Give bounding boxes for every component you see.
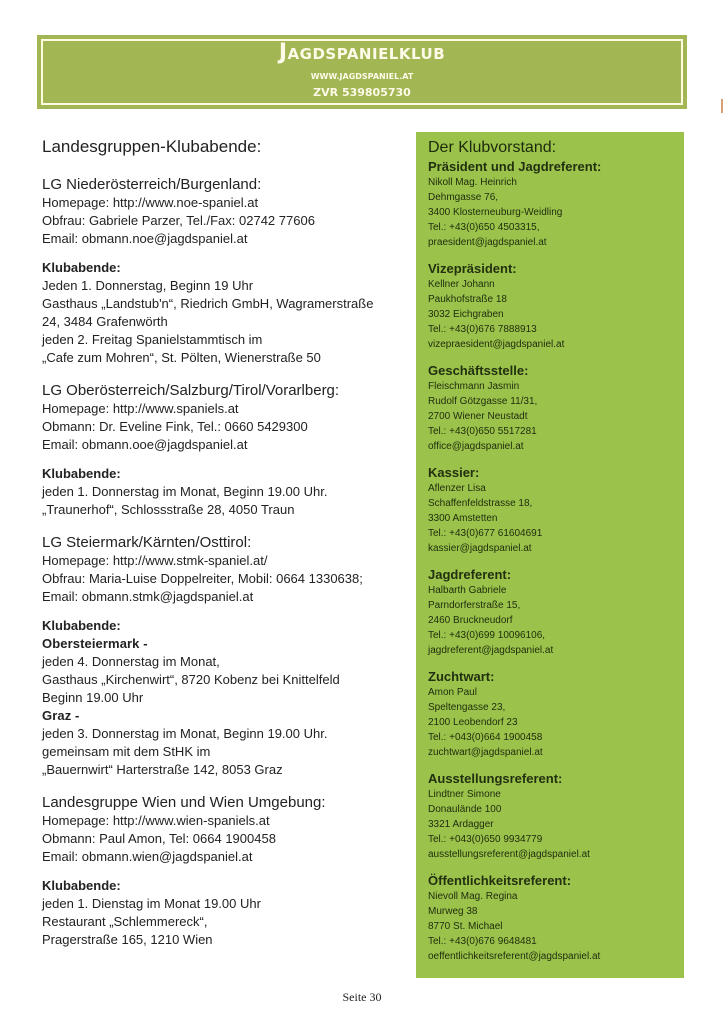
role-title: Präsident und Jagdreferent:	[428, 159, 602, 174]
klubabende-line: Beginn 19.00 Uhr	[42, 690, 144, 705]
klubabende-block	[42, 617, 392, 779]
role-name: Aflenzer Lisa	[428, 483, 486, 494]
group-contact: Obmann: Paul Amon, Tel: 0664 1900458	[42, 831, 276, 846]
klubabende-line: Restaurant „Schlemmereck“,	[42, 914, 208, 929]
role-phone: Tel.: +043(0)664 1900458	[428, 732, 543, 743]
klubabende-line: Gasthaus „Landstub'n“, Riedrich GmbH, Wagramerstraße	[42, 296, 374, 311]
role-phone: Tel.: +043(0)650 9934779	[428, 834, 543, 845]
role-street: Speltengasse 23,	[428, 702, 506, 713]
group-stmk	[42, 533, 392, 779]
role-title: Ausstellungsreferent:	[428, 771, 563, 786]
role-name: Nievoll Mag. Regina	[428, 891, 518, 902]
role-name: Kellner Johann	[428, 279, 495, 290]
role-city: 3321 Ardagger	[428, 819, 494, 830]
role-street: Paukhofstraße 18	[428, 294, 507, 305]
role-email[interactable]: zuchtwart@jagdspaniel.at	[428, 747, 543, 758]
klubabende-block	[42, 465, 392, 519]
role-name: Halbarth Gabriele	[428, 585, 507, 596]
klubvorstand-box	[416, 132, 684, 978]
role-phone: Tel.: +43(0)677 61604691	[428, 528, 543, 539]
role-phone: Tel.: +43(0)676 7888913	[428, 324, 537, 335]
klubabende-line: jeden 1. Dienstag im Monat 19.00 Uhr	[42, 896, 261, 911]
klubvorstand-heading: Der Klubvorstand:	[428, 139, 557, 156]
klubabende-line: jeden 4. Donnerstag im Monat,	[42, 654, 220, 669]
klubabende-label: Klubabende:	[42, 878, 121, 893]
role-vizepraesident	[428, 260, 676, 352]
klubabende-label: Klubabende:	[42, 466, 121, 481]
role-praesident	[428, 158, 676, 250]
group-email[interactable]: Email: obmann.noe@jagdspaniel.at	[42, 231, 248, 246]
group-email[interactable]: Email: obmann.stmk@jagdspaniel.at	[42, 589, 254, 604]
group-homepage[interactable]: Homepage: http://www.wien-spaniels.at	[42, 813, 270, 828]
role-city: 2100 Leobendorf 23	[428, 717, 518, 728]
role-email[interactable]: praesident@jagdspaniel.at	[428, 237, 547, 248]
role-title: Vizepräsident:	[428, 261, 517, 276]
klubabende-line: 24, 3484 Grafenwörth	[42, 314, 168, 329]
role-name: Amon Paul	[428, 687, 477, 698]
klubabende-block	[42, 877, 392, 949]
role-jagdreferent	[428, 566, 676, 658]
klubabende-line: „Bauernwirt“ Harterstraße 142, 8053 Graz	[42, 762, 283, 777]
zvr-number: ZVR 539805730	[313, 86, 411, 99]
klubabende-line: Jeden 1. Donnerstag, Beginn 19 Uhr	[42, 278, 254, 293]
region-obersteiermark: Obersteiermark -	[42, 636, 148, 651]
role-street: Murweg 38	[428, 906, 478, 917]
group-email[interactable]: Email: obmann.wien@jagdspaniel.at	[42, 849, 253, 864]
klubabende-block	[42, 259, 392, 367]
role-street: Schaffenfeldstrasse 18,	[428, 498, 533, 509]
landesgruppen-column	[42, 137, 392, 959]
group-homepage[interactable]: Homepage: http://www.noe-spaniel.at	[42, 195, 259, 210]
role-email[interactable]: office@jagdspaniel.at	[428, 441, 524, 452]
role-name: Fleischmann Jasmin	[428, 381, 520, 392]
role-phone: Tel.: +43(0)676 9648481	[428, 936, 537, 947]
group-ooe	[42, 381, 392, 519]
klubabende-line: „Cafe zum Mohren“, St. Pölten, Wienerstraße 50	[42, 350, 321, 365]
group-wien	[42, 793, 392, 949]
role-email[interactable]: kassier@jagdspaniel.at	[428, 543, 532, 554]
group-homepage[interactable]: Homepage: http://www.stmk-spaniel.at/	[42, 553, 268, 568]
klubabende-line: gemeinsam mit dem StHK im	[42, 744, 211, 759]
group-contact: Obfrau: Maria-Luise Doppelreiter, Mobil: 0664 1330638;	[42, 571, 363, 586]
klubabende-line: „Traunerhof“, Schlossstraße 28, 4050 Traun	[42, 502, 295, 517]
group-noe	[42, 175, 392, 367]
role-city: 2460 Bruckneudorf	[428, 615, 513, 626]
klubabende-label: Klubabende:	[42, 260, 121, 275]
role-title: Zuchtwart:	[428, 669, 495, 684]
group-name: Landesgruppe Wien und Wien Umgebung:	[42, 794, 326, 811]
role-street: Dehmgasse 76,	[428, 192, 499, 203]
club-title: Jagdspanielklub	[278, 40, 446, 65]
role-city: 8770 St. Michael	[428, 921, 503, 932]
role-zuchtwart	[428, 668, 676, 760]
group-name: LG Oberösterreich/Salzburg/Tirol/Vorarlberg:	[42, 382, 340, 399]
role-street: Rudolf Götzgasse 11/31,	[428, 396, 538, 407]
club-website[interactable]: WWW.JAGDSPANIEL.AT	[310, 72, 414, 81]
role-phone: Tel.: +43(0)650 4503315,	[428, 222, 540, 233]
edge-mark	[721, 99, 723, 113]
group-contact: Obmann: Dr. Eveline Fink, Tel.: 0660 5429300	[42, 419, 308, 434]
role-name: Lindtner Simone	[428, 789, 501, 800]
role-title: Öffentlichkeitsreferent:	[428, 873, 572, 888]
role-kassier	[428, 464, 676, 556]
role-city: 3400 Klosterneuburg-Weidling	[428, 207, 563, 218]
role-email[interactable]: vizepraesident@jagdspaniel.at	[428, 339, 565, 350]
role-title: Kassier:	[428, 465, 480, 480]
landesgruppen-heading: Landesgruppen-Klubabende:	[42, 137, 262, 156]
role-title: Geschäftsstelle:	[428, 363, 529, 378]
group-email[interactable]: Email: obmann.ooe@jagdspaniel.at	[42, 437, 248, 452]
role-city: 3300 Amstetten	[428, 513, 498, 524]
role-phone: Tel.: +43(0)699 10096106,	[428, 630, 546, 641]
role-street: Parndorferstraße 15,	[428, 600, 521, 611]
klubabende-line: jeden 3. Donnerstag im Monat, Beginn 19.00 Uhr.	[42, 726, 328, 741]
group-name: LG Steiermark/Kärnten/Osttirol:	[42, 534, 252, 551]
klubabende-line: Pragerstraße 165, 1210 Wien	[42, 932, 213, 947]
klubabende-line: jeden 2. Freitag Spanielstammtisch im	[42, 332, 263, 347]
klubabende-line: Gasthaus „Kirchenwirt“, 8720 Kobenz bei Knittelfeld	[42, 672, 340, 687]
role-city: 2700 Wiener Neustadt	[428, 411, 528, 422]
role-street: Donaulände 100	[428, 804, 502, 815]
role-name: Nikoll Mag. Heinrich	[428, 177, 517, 188]
klubabende-line: jeden 1. Donnerstag im Monat, Beginn 19.00 Uhr.	[42, 484, 328, 499]
role-geschaeftsstelle	[428, 362, 676, 454]
role-email[interactable]: jagdreferent@jagdspaniel.at	[428, 645, 554, 656]
role-email[interactable]: oeffentlichkeitsreferent@jagdspaniel.at	[428, 951, 601, 962]
role-ausstellungsreferent	[428, 770, 676, 862]
group-contact: Obfrau: Gabriele Parzer, Tel./Fax: 02742 77606	[42, 213, 315, 228]
role-email[interactable]: ausstellungsreferent@jagdspaniel.at	[428, 849, 590, 860]
klubabende-label: Klubabende:	[42, 618, 121, 633]
role-phone: Tel.: +43(0)650 5517281	[428, 426, 537, 437]
group-name: LG Niederösterreich/Burgenland:	[42, 176, 262, 193]
role-city: 3032 Eichgraben	[428, 309, 504, 320]
header-banner	[37, 35, 687, 109]
role-oeffentlichkeitsreferent	[428, 872, 676, 964]
region-graz: Graz -	[42, 708, 80, 723]
group-homepage[interactable]: Homepage: http://www.spaniels.at	[42, 401, 239, 416]
page-number: Seite 30	[342, 990, 382, 1004]
role-title: Jagdreferent:	[428, 567, 512, 582]
